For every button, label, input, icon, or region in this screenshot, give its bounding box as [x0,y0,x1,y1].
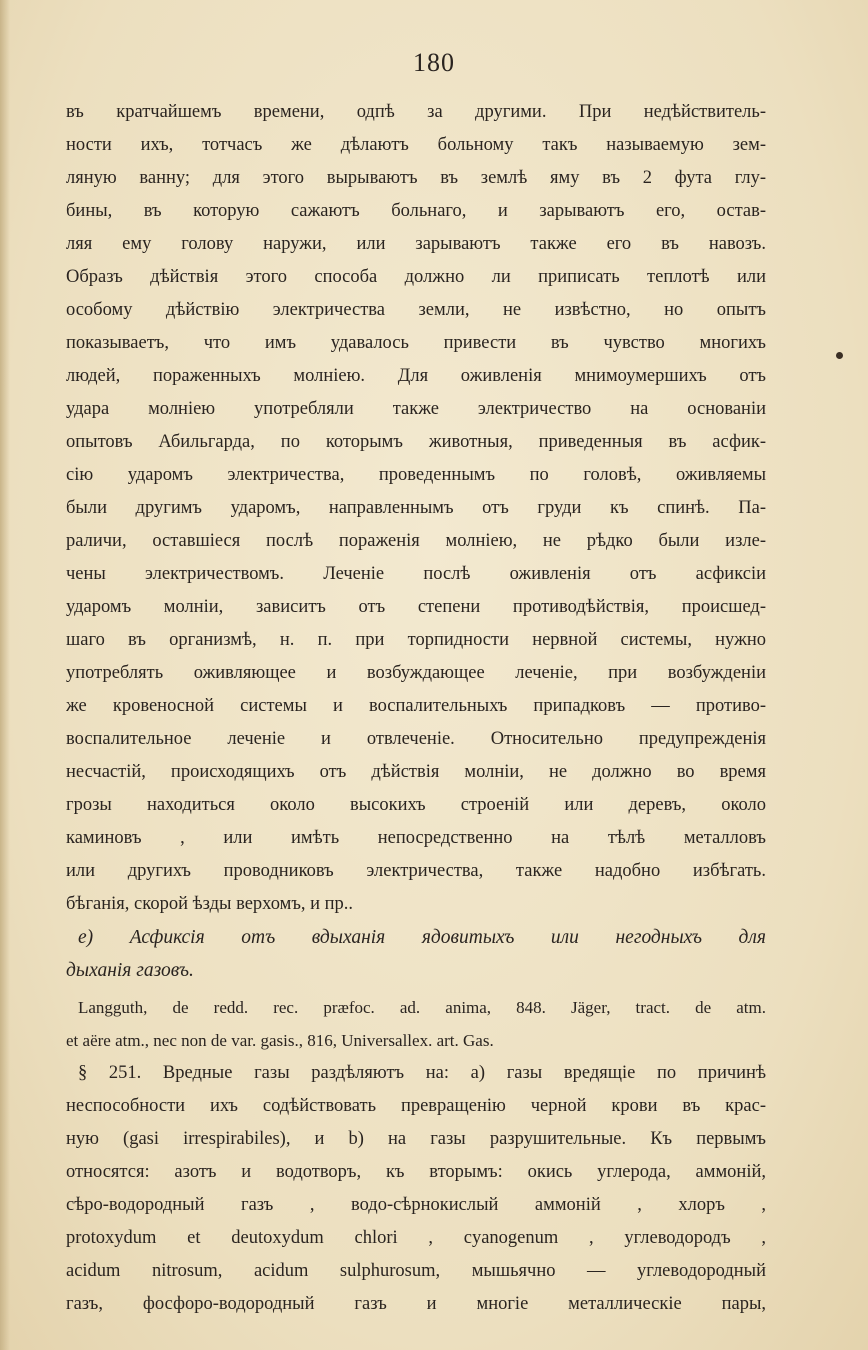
text-line: шаго въ организмѣ, н. п. при торпидности нервной системы, нужно [66,630,766,650]
text-line: ности ихъ, тотчасъ же дѣлаютъ больному такъ называемую зем- [66,135,766,155]
page-number: 180 [413,48,455,77]
text-line: людей, пораженныхъ молніею. Для оживленія мнимоумершихъ отъ [66,366,766,386]
text-line: воспалительное леченіе и отвлеченіе. Относительно предупрежденія [66,729,766,749]
text-line: бины, въ которую сажаютъ больнаго, и зарываютъ его, остав- [66,201,766,221]
paragraph-line: неспособности ихъ содѣйствовать превращенію черной крови въ крас- [66,1096,766,1116]
page-spine-shadow [0,0,10,1350]
text-line: удара молніею употребляли также электричество на основаніи [66,399,766,419]
paragraph-line: ную (gasi irrespirabiles), и b) на газы разрушительные. Къ первымъ [66,1129,766,1149]
text-line: ляя ему голову наружи, или зарываютъ также его въ навозъ. [66,234,766,254]
paragraph-line: относятся: азотъ и водотворъ, къ вторымъ: окись углерода, аммоній, [66,1162,766,1182]
paragraph-line: § 251. Вредные газы раздѣляютъ на: а) газы вредящіе по причинѣ [78,1063,766,1083]
text-line: бѣганія, скорой ѣзды верхомъ, и пр.. [66,894,354,914]
text-line: особому дѣйствію электричества земли, не извѣстно, но опытъ [66,300,766,320]
section-heading: дыханія газовъ. [66,960,194,981]
paragraph-line: сѣро-водородный газъ , водо-сѣрнокислый аммоній , хлоръ , [66,1195,766,1215]
paragraph-line: protoxydum et deutoxydum chlori , cyanogenum , углеводородъ , [66,1228,766,1248]
text-line: грозы находиться около высокихъ строеній или деревъ, около [66,795,766,815]
text-line: опытовъ Абильгарда, по которымъ животныя, приведенныя въ асфик- [66,432,766,452]
text-line: ударомъ молніи, зависитъ отъ степени противодѣйствія, происшед- [66,597,766,617]
text-line: показываетъ, что имъ удавалось привести въ чувство многихъ [66,333,766,353]
text-line: были другимъ ударомъ, направленнымъ отъ груди къ спинѣ. Па- [66,498,766,518]
reference-line: Langguth, de redd. rec. præfoc. ad. anima, 848. Jäger, tract. de atm. [78,998,766,1017]
page-text [66,96,766,1321]
text-line: сію ударомъ электричества, проведеннымъ по головѣ, оживляемы [66,465,766,485]
text-line: каминовъ , или имѣть непосредственно на тѣлѣ металловъ [66,828,766,848]
ink-spot [836,352,843,359]
text-line: ляную ванну; для этого вырываютъ въ землѣ яму въ 2 фута глу- [66,168,766,188]
paragraph-line: газъ, фосфоро-водородный газъ и многіе металлическіе пары, [66,1294,766,1314]
text-line: употреблять оживляющее и возбуждающее леченіе, при возбужденіи [66,663,766,683]
paragraph-line: acidum nitrosum, acidum sulphurosum, мышьячно — углеводородный [66,1261,766,1281]
text-line: раличи, оставшіеся послѣ пораженія молніею, не рѣдко были изле- [66,531,766,551]
reference-line: et aëre atm., nec non de var. gasis., 816, Universallex. art. Gas. [66,1031,494,1050]
text-line: въ кратчайшемъ времени, одпѣ за другими. При недѣйствитель- [66,102,766,122]
text-line: же кровеносной системы и воспалительныхъ припадковъ — противо- [66,696,766,716]
text-line: несчастій, происходящихъ отъ дѣйствія молніи, не должно во время [66,762,766,782]
text-line: чены электричествомъ. Леченіе послѣ оживленія отъ асфиксіи [66,564,766,584]
text-line: или другихъ проводниковъ электричества, также надобно избѣгать. [66,861,766,881]
section-heading: е) Асфиксія отъ вдыханія ядовитыхъ или негодныхъ для [78,927,766,948]
text-line: Образъ дѣйствія этого способа должно ли приписать теплотѣ или [66,267,766,287]
